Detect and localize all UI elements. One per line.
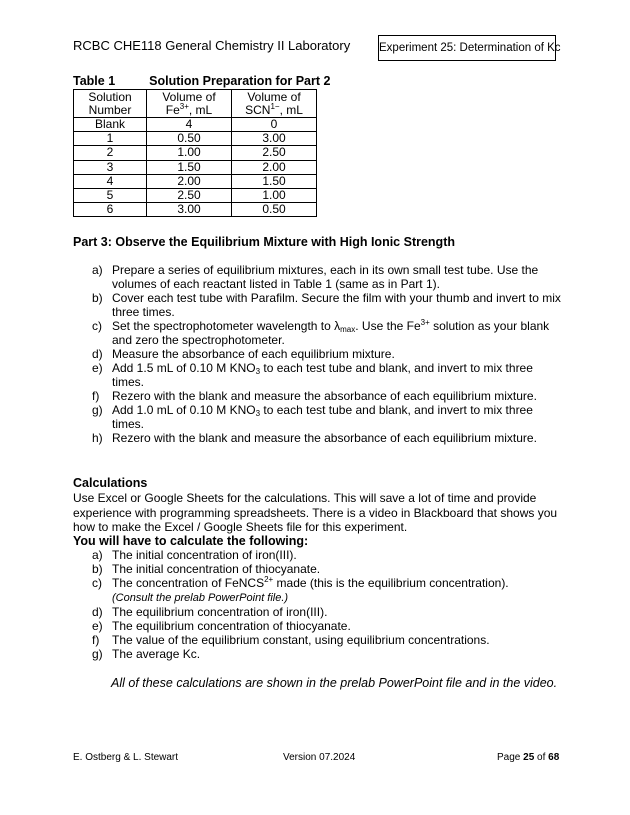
list-item: g) The average Kc. <box>92 647 201 661</box>
table-cell: 3.00 <box>147 203 232 217</box>
closing-note: All of these calculations are shown in the prelab PowerPoint file and in the video. <box>111 676 558 690</box>
calculations-paragraph: Use Excel or Google Sheets for the calculations. This will save a lot of time and provide experience with programming spreadsheets. There is a video in Blackboard that shows you how to make the Excel / Google Sheets file for this experiment. <box>73 491 558 534</box>
table-cell: 3.00 <box>232 132 317 146</box>
table-row <box>74 203 317 217</box>
list-item: c) Set the spectrophotometer wavelength to $\lambda_{max}$. Use the $Fe^{3+}$ solution as your blank and zero the spectrophotometer. <box>92 318 550 347</box>
calculations-heading: Calculations <box>73 476 148 490</box>
experiment-title-box: Experiment 25: Determination of Kc <box>378 35 556 61</box>
table-cell: 1.00 <box>147 146 232 160</box>
header-scn-volume: Volume of $SCN^{1-}$, mL <box>232 90 317 118</box>
list-item: g) Add 1.0 mL of 0.10 M $KNO_3$ to each test tube and blank, and invert to mix three times. <box>92 403 533 431</box>
list-item: c) The concentration of FeNCS$^{2+}$ made (this is the equilibrium concentration). (Consult the prelab PowerPoint file.) <box>92 575 509 604</box>
calculations-list <box>92 548 562 661</box>
prelab-note: (Consult the prelab PowerPoint file.) <box>112 592 289 604</box>
list-item: d) The equilibrium concentration of iron(III). <box>92 605 328 619</box>
table-cell: 4 <box>147 118 232 132</box>
table-row <box>74 174 317 188</box>
table-cell: 2.00 <box>147 174 232 188</box>
table-cell: 1.50 <box>147 160 232 174</box>
header-solution-number: Solution Number <box>74 90 147 118</box>
list-item: b) Cover each test tube with Parafilm. Secure the film with your thumb and invert to mix three times. <box>92 291 561 319</box>
list-item: a) Prepare a series of equilibrium mixtures, each in its own small test tube. Use the volumes of each reactant listed in Table 1 (same as in Part 1). <box>92 263 539 291</box>
list-item: a) The initial concentration of iron(III). <box>92 548 297 562</box>
table-cell: 3 <box>74 160 147 174</box>
table-cell: 6 <box>74 203 147 217</box>
table-caption <box>73 74 330 88</box>
table-cell: 0.50 <box>147 132 232 146</box>
table-cell: 1.00 <box>232 188 317 202</box>
header-fe-volume: Volume of $Fe^{3+}$, mL <box>147 90 232 118</box>
list-item: f) Rezero with the blank and measure the absorbance of each equilibrium mixture. <box>92 389 537 403</box>
table-cell: 1.50 <box>232 174 317 188</box>
table-row <box>74 132 317 146</box>
table-cell: 2 <box>74 146 147 160</box>
list-item: b) The initial concentration of thiocyanate. <box>92 562 321 576</box>
table-header-row <box>74 90 317 118</box>
list-item: e) The equilibrium concentration of thiocyanate. <box>92 619 351 633</box>
calculations-subheading: You will have to calculate the following: <box>73 534 309 548</box>
footer-authors: E. Ostberg & L. Stewart <box>73 752 179 763</box>
table-cell: Blank <box>74 118 147 132</box>
table-label: Table 1 <box>73 74 116 88</box>
table-cell: 0 <box>232 118 317 132</box>
table-title: Solution Preparation for Part 2 <box>149 74 331 88</box>
table-cell: 5 <box>74 188 147 202</box>
table-row <box>74 188 317 202</box>
list-item: d) Measure the absorbance of each equilibrium mixture. <box>92 347 395 361</box>
list-item: h) Rezero with the blank and measure the absorbance of each equilibrium mixture. <box>92 431 537 445</box>
table-row <box>74 160 317 174</box>
list-item: f) The value of the equilibrium constant, using equilibrium concentrations. <box>92 633 490 647</box>
table-cell: 2.00 <box>232 160 317 174</box>
list-item: e) Add 1.5 mL of 0.10 M $KNO_3$ to each test tube and blank, and invert to mix three times. <box>92 361 533 389</box>
course-title: RCBC CHE118 General Chemistry II Laboratory <box>73 38 351 53</box>
footer-version: Version 07.2024 <box>283 752 356 763</box>
solution-table <box>73 89 317 217</box>
footer-page-number: Page 25 of 68 <box>497 752 560 763</box>
table-row <box>74 118 317 132</box>
table-cell: 1 <box>74 132 147 146</box>
table-cell: 2.50 <box>147 188 232 202</box>
table-cell: 2.50 <box>232 146 317 160</box>
part3-heading: Part 3: Observe the Equilibrium Mixture with High Ionic Strength <box>73 235 455 249</box>
table-cell: 0.50 <box>232 203 317 217</box>
table-row <box>74 146 317 160</box>
table-cell: 4 <box>74 174 147 188</box>
part3-steps <box>92 263 562 445</box>
